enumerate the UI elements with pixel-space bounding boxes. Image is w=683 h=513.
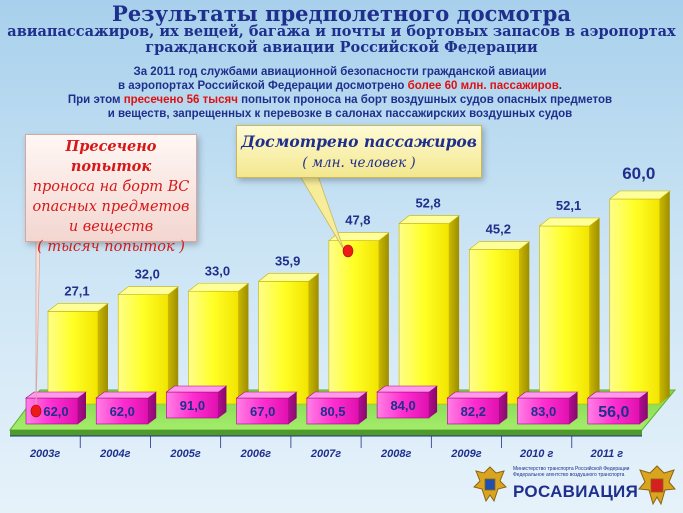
box-prevented-top bbox=[237, 392, 297, 398]
data-label-passengers: 45,2 bbox=[485, 221, 511, 237]
subtitle-line-1: авиапассажиров, их вещей, багажа и почты и бортовых запасов в аэропортах bbox=[7, 23, 676, 40]
bar-passengers-top bbox=[610, 191, 670, 199]
x-tick-label: 2006г bbox=[240, 448, 271, 460]
bar-passengers bbox=[540, 226, 590, 404]
callout-screened-line-2: ( млн. человек ) bbox=[302, 155, 416, 171]
data-label-prevented: 62,0 bbox=[109, 404, 135, 419]
page-title: Результаты предполетного досмотра bbox=[112, 1, 571, 26]
box-prevented-top bbox=[96, 392, 156, 398]
bar-passengers-side bbox=[590, 218, 600, 404]
data-label-prevented: 62,0 bbox=[43, 404, 69, 419]
box-prevented-top bbox=[588, 392, 648, 398]
x-tick-label: 2003г bbox=[29, 448, 61, 460]
bar-passengers-side bbox=[238, 283, 248, 404]
logo-wordmark: РОСАВИАЦИЯ bbox=[513, 482, 639, 501]
callout-screened-line-1: Досмотрено пассажиров bbox=[241, 132, 477, 151]
bar-passengers bbox=[118, 295, 168, 404]
bar-passengers-top bbox=[48, 303, 108, 311]
callout-prevented-line-1: Пресечено попыток bbox=[65, 138, 157, 175]
eagle-emblem-icon bbox=[470, 463, 510, 507]
bar-passengers bbox=[469, 250, 519, 404]
bar-passengers bbox=[259, 281, 309, 404]
box-prevented-top bbox=[166, 386, 226, 392]
logo-caption-line-1: Министерство транспорта Российской Федерации bbox=[513, 466, 630, 472]
callout-prevented-line-2: проноса на борт ВС bbox=[32, 179, 190, 195]
logo-caption bbox=[513, 466, 631, 478]
box-prevented-top bbox=[518, 392, 578, 398]
box-prevented-top bbox=[307, 392, 367, 398]
x-tick-label: 2007г bbox=[310, 448, 342, 460]
data-label-passengers: 47,8 bbox=[345, 212, 371, 228]
chart-floor-edge bbox=[10, 430, 642, 436]
data-label-prevented: 82,2 bbox=[460, 404, 486, 419]
data-label-passengers: 52,1 bbox=[555, 197, 582, 213]
coat-of-arms-icon bbox=[636, 462, 678, 508]
x-tick-label: 2011 г bbox=[590, 448, 624, 460]
callout-screened-pointer bbox=[300, 176, 344, 250]
x-tick-label: 2004г bbox=[100, 448, 131, 460]
logo-caption-line-2: Федеральное агентство воздушного транспорта bbox=[513, 472, 625, 478]
data-label-prevented: 56,0 bbox=[598, 404, 630, 421]
data-label-passengers: 60,0 bbox=[622, 164, 656, 183]
bar-passengers-top bbox=[259, 273, 319, 281]
x-tick-label: 2009г bbox=[451, 448, 482, 460]
box-prevented-top bbox=[377, 386, 437, 392]
subtitle-line-2: гражданской авиации Российской Федерации bbox=[145, 39, 538, 56]
bar-passengers bbox=[48, 311, 98, 404]
bar-passengers bbox=[399, 224, 449, 404]
note-line-3-highlight: пресечено 56 тысяч bbox=[123, 94, 238, 106]
bar-passengers-top bbox=[188, 283, 248, 291]
bar-passengers-top bbox=[118, 287, 178, 295]
callout-prevented-line-4: и веществ bbox=[68, 219, 154, 235]
bar-passengers bbox=[610, 199, 660, 404]
bar-passengers-side bbox=[449, 216, 459, 404]
legend-callout-prevented bbox=[25, 134, 197, 255]
note-line-2-highlight: более 60 млн. пассажиров bbox=[407, 80, 559, 92]
legend-callout-screened bbox=[236, 125, 482, 178]
data-label-passengers: 33,0 bbox=[204, 263, 231, 279]
x-tick-label: 2008г bbox=[381, 448, 412, 460]
note-line-3-end: попыток проноса на борт воздушных судов опасных предметов bbox=[237, 94, 613, 106]
data-label-passengers: 32,0 bbox=[134, 266, 160, 282]
pointer-dot-prevented bbox=[31, 405, 41, 417]
data-label-prevented: 84,0 bbox=[390, 398, 416, 413]
pointer-dot-passengers bbox=[343, 245, 353, 257]
bar-passengers-top bbox=[540, 218, 600, 226]
data-label-prevented: 91,0 bbox=[179, 398, 206, 413]
data-label-passengers: 35,9 bbox=[275, 253, 301, 269]
data-label-prevented: 83,0 bbox=[530, 404, 557, 419]
bar-passengers-side bbox=[98, 303, 108, 404]
bar-passengers-top bbox=[399, 216, 459, 224]
data-label-passengers: 27,1 bbox=[64, 283, 90, 299]
callout-prevented-line-3: опасных предметов bbox=[32, 199, 190, 215]
callout-prevented-pointer bbox=[36, 240, 40, 410]
callout-prevented-line-5: ( тысяч попыток ) bbox=[37, 239, 185, 255]
x-tick-label: 2005г bbox=[170, 448, 201, 460]
bar-passengers-top bbox=[469, 242, 529, 250]
note-line-2-end: . bbox=[558, 80, 562, 92]
note-line-1: За 2011 год службами авиационной безопасности гражданской авиации bbox=[133, 66, 547, 78]
note-line-4: и веществ, запрещенных к перевозке в салонах пассажирских воздушных судов bbox=[107, 108, 573, 120]
note-line-3-start: При этом bbox=[67, 94, 124, 106]
bar-passengers-side bbox=[309, 273, 319, 404]
x-tick-label: 2010 г bbox=[519, 448, 554, 460]
data-label-prevented: 80,5 bbox=[320, 404, 346, 419]
bar-passengers-side bbox=[519, 242, 529, 404]
bar-passengers bbox=[329, 241, 379, 404]
data-label-prevented: 67,0 bbox=[250, 404, 276, 419]
data-label-passengers: 52,8 bbox=[415, 195, 441, 211]
bar-passengers-side bbox=[660, 191, 670, 404]
bar-passengers-side bbox=[379, 233, 389, 404]
box-prevented-top bbox=[447, 392, 507, 398]
note-line-2-start: в аэропортах Российской Федерации досмотрено bbox=[118, 80, 408, 92]
box-prevented-top bbox=[26, 392, 86, 398]
